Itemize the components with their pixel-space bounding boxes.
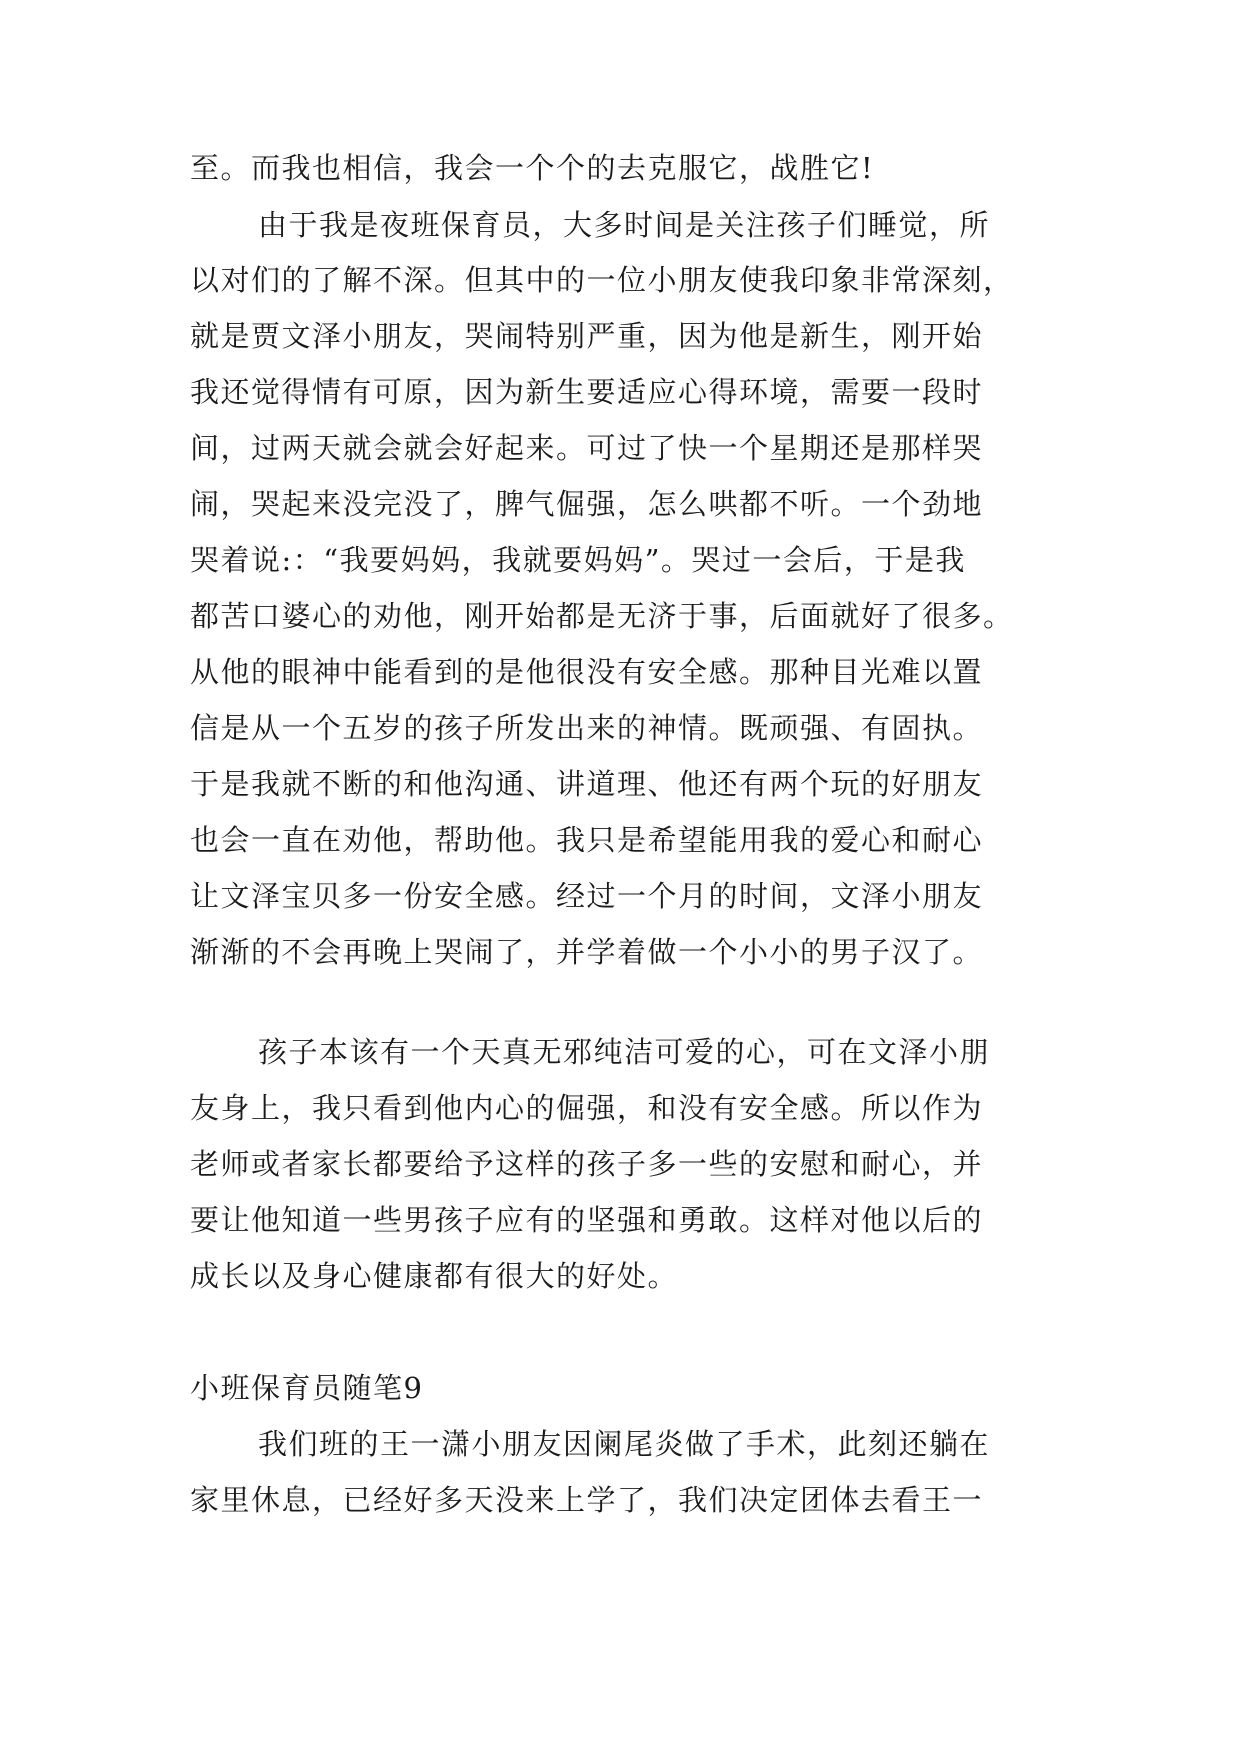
- text-line: 老师或者家长都要给予这样的孩子多一些的安慰和耐心，并: [190, 1147, 984, 1181]
- paragraph-first-line: 孩子本该有一个天真无邪纯洁可爱的心，可在文泽小朋: [258, 1035, 991, 1069]
- text-line: 友身上，我只看到他内心的倔强，和没有安全感。所以作为: [190, 1091, 984, 1125]
- text-line: 闹，哭起来没完没了，脾气倔强，怎么哄都不听。一个劲地: [190, 487, 984, 521]
- text-line: 至。而我也相信，我会一个个的去克服它，战胜它!: [190, 151, 875, 185]
- text-line: 让文泽宝贝多一份安全感。经过一个月的时间，文泽小朋友: [190, 879, 984, 913]
- section-heading: 小班保育员随笔9: [190, 1371, 424, 1405]
- text-line: 就是贾文泽小朋友，哭闹特别严重，因为他是新生，刚开始: [190, 319, 984, 353]
- text-line: 成长以及身心健康都有很大的好处。: [190, 1259, 679, 1293]
- text-line: 要让他知道一些男孩子应有的坚强和勇敢。这样对他以后的: [190, 1203, 984, 1237]
- text-line: 信是从一个五岁的孩子所发出来的神情。既顽强、有固执。: [190, 711, 984, 745]
- text-line: 家里休息，已经好多天没来上学了，我们决定团体去看王一: [190, 1483, 984, 1517]
- text-line: 间，过两天就会就会好起来。可过了快一个星期还是那样哭: [190, 431, 984, 465]
- text-line: 从他的眼神中能看到的是他很没有安全感。那种目光难以置: [190, 655, 984, 689]
- text-line: 都苦口婆心的劝他，刚开始都是无济于事，后面就好了很多。: [190, 599, 1014, 633]
- text-line: 我还觉得情有可原，因为新生要适应心得环境，需要一段时: [190, 375, 984, 409]
- paragraph-first-line: 我们班的王一潇小朋友因阑尾炎做了手术，此刻还躺在: [258, 1427, 991, 1461]
- paragraph-first-line: 由于我是夜班保育员，大多时间是关注孩子们睡觉，所: [258, 208, 991, 242]
- text-line: 也会一直在劝他，帮助他。我只是希望能用我的爱心和耐心: [190, 823, 984, 857]
- text-line: 哭着说:：“我要妈妈，我就要妈妈”。哭过一会后，于是我: [190, 543, 966, 577]
- text-line: 于是我就不断的和他沟通、讲道理、他还有两个玩的好朋友: [190, 767, 984, 801]
- text-line: 渐渐的不会再晚上哭闹了，并学着做一个小小的男子汉了。: [190, 935, 984, 969]
- text-line: 以对们的了解不深。但其中的一位小朋友使我印象非常深刻，: [190, 263, 1014, 297]
